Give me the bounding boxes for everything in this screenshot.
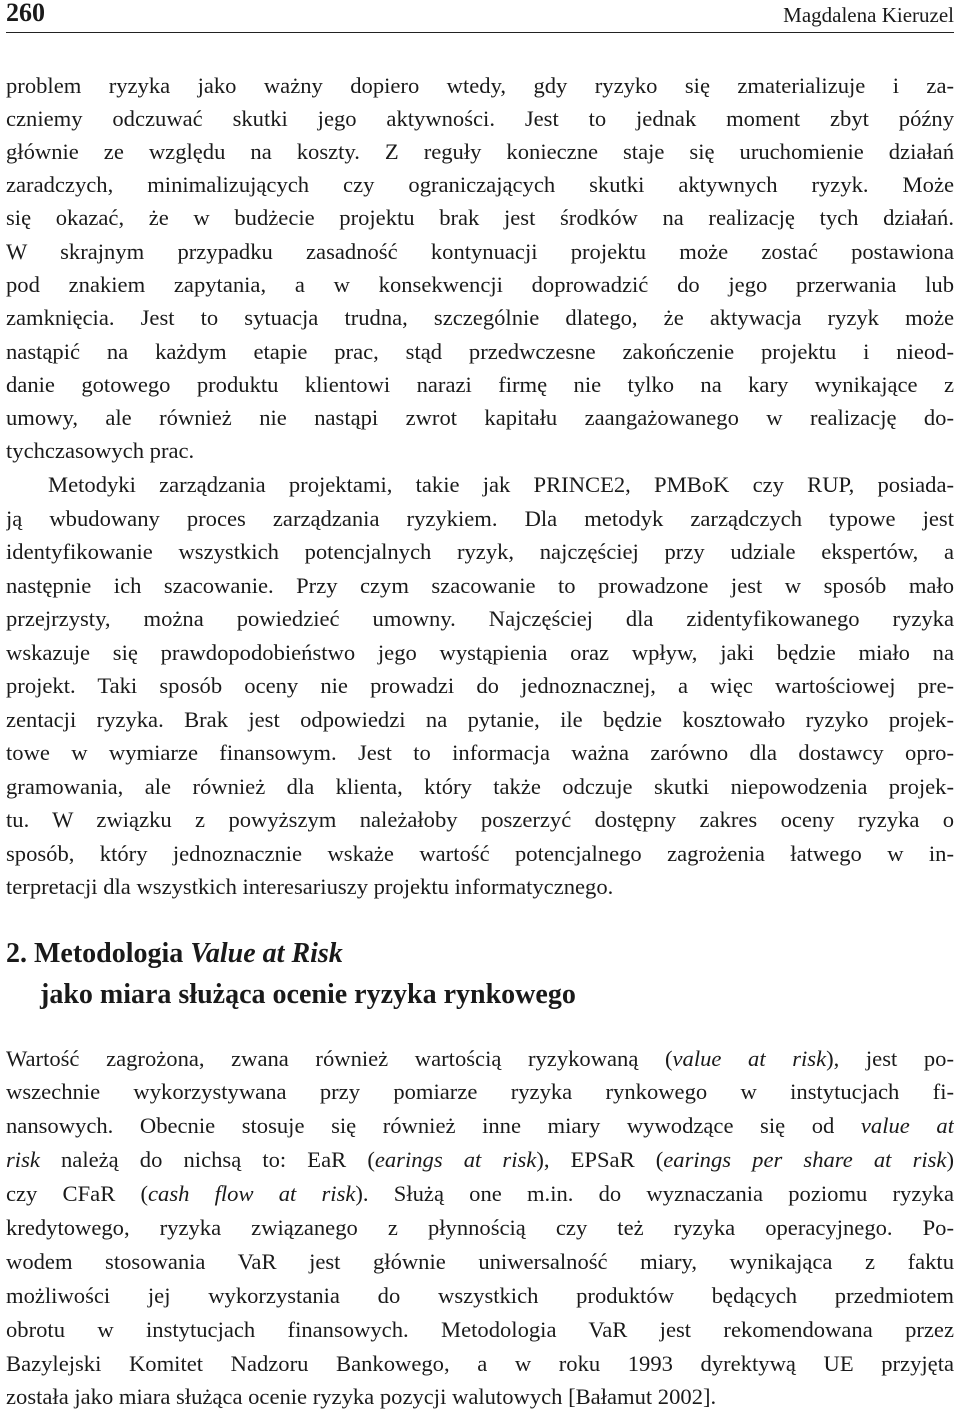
running-header (6, 0, 954, 33)
text-line: obrotu w instytucjach finansowych. Metodologia VaR jest rekomendowana przez (6, 1317, 954, 1342)
text-line: przejrzysty, można powiedzieć umowny. Najczęściej dla zidentyfikowanego ryzyka (6, 606, 954, 631)
text-line: wodem stosowania VaR jest głównie uniwersalność miary, wynikająca z faktu (6, 1249, 954, 1274)
text-line: czniemy odczuwać skutki jego aktywności. Jest to jednak moment zbyt późny (6, 106, 954, 131)
text-line: tu. W związku z powyższym należałoby poszerzyć dostępny zakres oceny ryzyka o (6, 807, 954, 832)
page-number: 260 (6, 0, 45, 27)
text-line: następnie ich szacowanie. Przy czym szacowanie to prowadzone jest w sposób mało (6, 573, 954, 598)
text-line: zamknięcia. Jest to sytuacja trudna, szczególnie dlatego, że aktywacja ryzyk może (6, 305, 954, 330)
text-line: nansowych. Obecnie stosuje się również inne miary wywodzące się od value at (6, 1113, 954, 1138)
running-header-author: Magdalena Kieruzel (783, 3, 954, 27)
text-line: umowy, ale również nie nastąpi zwrot kapitału zaangażowanego w realizację do- (6, 405, 954, 430)
text-line: Metodyki zarządzania projektami, takie jak PRINCE2, PMBoK czy RUP, posiada- (48, 472, 954, 497)
section-title-italic: Value at Risk (190, 938, 343, 969)
text-line: możliwości jej wykorzystania do wszystkich produktów będących przedmiotem (6, 1283, 954, 1308)
section-heading (6, 934, 343, 974)
text-line: czy CFaR (cash flow at risk). Służą one m.in. do wyznaczania poziomu ryzyka (6, 1181, 954, 1206)
text-line: terpretacji dla wszystkich interesariuszy projektu informatycznego. (6, 874, 614, 899)
text-line: gramowania, ale również dla klienta, który także odczuje skutki niepowodzenia projek- (6, 774, 954, 799)
section-number: 2. (6, 938, 27, 969)
text-line: identyfikowanie wszystkich potencjalnych ryzyk, najczęściej przy udziale ekspertów, a (6, 539, 954, 564)
text-line: zaradczych, minimalizujących czy ograniczających skutki aktywnych ryzyk. Może (6, 172, 954, 197)
text-line: danie gotowego produktu klientowi narazi firmę nie tylko na kary wynikające z (6, 372, 954, 397)
text-line: pod znakiem zapytania, a w konsekwencji doprowadzić do jego przerwania lub (6, 272, 954, 297)
text-line: ją wbudowany proces zarządzania ryzykiem. Dla metodyk zarządczych typowe jest (6, 506, 954, 531)
text-line: kredytowego, ryzyka związanego z płynnością czy też ryzyka operacyjnego. Po- (6, 1215, 954, 1240)
text-line: Wartość zagrożona, zwana również wartością ryzykowaną (value at risk), jest po- (6, 1046, 954, 1071)
text-line: W skrajnym przypadku zasadność kontynuacji projektu może zostać postawiona (6, 239, 954, 264)
text-line: głównie ze względu na koszty. Z reguły konieczne staje się uruchomienie działań (6, 139, 954, 164)
text-line: wskazuje się prawdopodobieństwo jego wystąpienia oraz wpływ, jaki będzie miało na (6, 640, 954, 665)
text-line: projekt. Taki sposób oceny nie prowadzi do jednoznacznej, a więc wartościowej pre- (6, 673, 954, 698)
text-line: nastąpić na każdym etapie prac, stąd przedwczesne zakończenie projektu i nieod- (6, 339, 954, 364)
text-line: Bazylejski Komitet Nadzoru Bankowego, a w roku 1993 dyrektywą UE przyjęta (6, 1351, 954, 1376)
text-line: towe w wymiarze finansowym. Jest to informacja ważna zarówno dla dostawcy opro- (6, 740, 954, 765)
text-line: problem ryzyka jako ważny dopiero wtedy, gdy ryzyko się zmaterializuje i za- (6, 73, 954, 98)
text-line: została jako miara służąca ocenie ryzyka pozycji walutowych [Bałamut 2002]. (6, 1384, 717, 1409)
text-line: tychczasowych prac. (6, 438, 195, 463)
text-line: wszechnie wykorzystywana przy pomiarze ryzyka rynkowego w instytucjach fi- (6, 1079, 954, 1104)
section-heading-line2: jako miara służąca ocenie ryzyka rynkowego (40, 979, 576, 1010)
text-line: się okazać, że w budżecie projektu brak jest środków na realizację tych działań. (6, 205, 954, 230)
text-line: risk należą do nichsą to: EaR (earings at risk), EPSaR (earings per share at risk) (6, 1147, 954, 1172)
text-line: zentacji ryzyka. Brak jest odpowiedzi na pytanie, ile będzie kosztowało ryzyko projek- (6, 707, 954, 732)
section-title-part: Metodologia (34, 938, 191, 969)
text-line: sposób, który jednoznacznie wskaże wartość potencjalnego zagrożenia łatwego w in- (6, 841, 954, 866)
